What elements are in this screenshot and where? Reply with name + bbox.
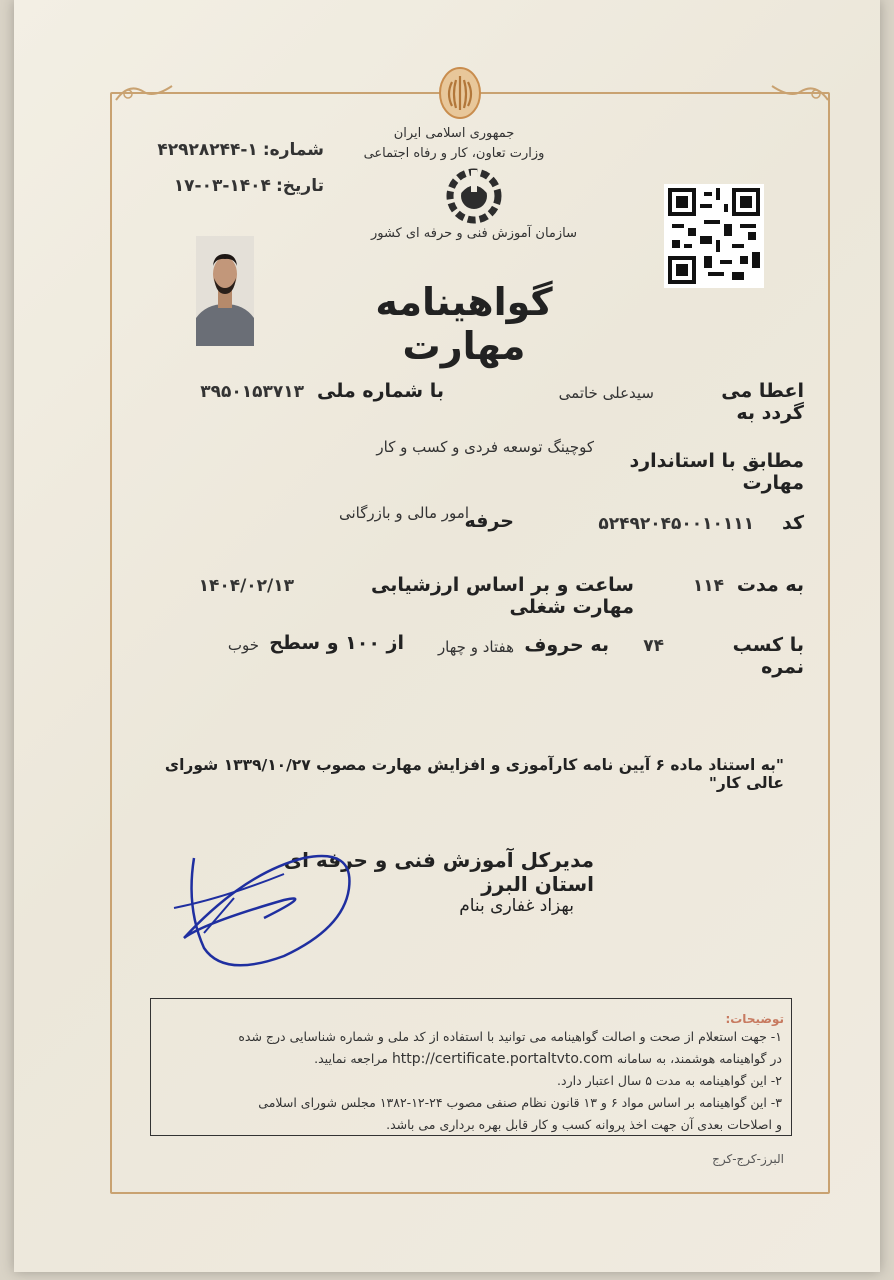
holder-photo [196, 236, 254, 346]
standard-value: کوچینگ توسعه فردی و کسب و کار [376, 438, 594, 456]
letters-value: هفتاد و چهار [437, 638, 514, 656]
certificate-date [154, 176, 324, 196]
footer-location-code: البرز-کرج-کرج [712, 1152, 784, 1166]
iran-emblem-icon [438, 66, 482, 120]
date-value: ۱۴۰۴-۰۳-۱۷ [173, 176, 271, 196]
level-value: خوب [227, 636, 259, 654]
certificate-title: گواهینامه مهارت [375, 280, 553, 368]
code-value: ۵۲۴۹۲۰۴۵۰۰۱۰۱۱۱ [598, 514, 754, 534]
holder-name: سیدعلی خاتمی [558, 384, 654, 402]
note-line-1: ۱- جهت استعلام از صحت و اصالت گواهینامه می توانید با استفاده از کد ملی و شماره شناسایی درج شده [238, 1029, 782, 1044]
number-label: شماره: [262, 140, 324, 160]
notes-heading: توضیحات: [725, 1012, 784, 1026]
date-label: تاریخ: [276, 176, 324, 196]
awarded-label: اعطا می گردد به [721, 380, 804, 424]
assessment-date: ۱۴۰۴/۰۲/۱۳ [198, 576, 294, 596]
score-value: ۷۴ [643, 636, 664, 656]
regulation-text: "به استناد ماده ۶ آیین نامه کارآموزی و افزایش مهارت مصوب ۱۳۳۹/۱۰/۲۷ شورای عالی کار" [164, 756, 784, 792]
certificate-url-link[interactable]: http://certificate.portaltvto.com [391, 1051, 614, 1067]
qr-code [664, 184, 764, 288]
note-line-2b: مراجعه نمایید. [314, 1051, 388, 1066]
level-label: از ۱۰۰ و سطح [269, 632, 404, 654]
number-value: ۱-۴۲۹۲۸۲۴۴ [157, 140, 258, 160]
score-label: با کسب نمره [732, 634, 804, 678]
profession-value: امور مالی و بازرگانی [338, 504, 469, 522]
profession-label: حرفه [464, 510, 514, 532]
corner-ornament-icon [770, 80, 830, 104]
duration-value: ۱۱۴ [692, 576, 724, 596]
national-id-label: با شماره ملی [317, 380, 444, 402]
note-line-3: ۲- این گواهینامه به مدت ۵ سال اعتبار دارد. [557, 1073, 782, 1088]
signatory-name: بهزاد غفاری بنام [459, 896, 574, 916]
corner-ornament-icon [114, 80, 174, 104]
organization-label: سازمان آموزش فنی و حرفه ای کشور [370, 226, 578, 241]
duration-label: به مدت [736, 574, 804, 596]
assessment-label: ساعت و بر اساس ارزشیابی مهارت شغلی [370, 574, 634, 618]
signature-scribble-icon [164, 838, 364, 978]
certificate-paper [14, 0, 880, 1272]
republic-label: جمهوری اسلامی ایران [393, 126, 515, 141]
letters-label: به حروف [524, 634, 609, 656]
notes-content [54, 1026, 782, 1136]
ministry-label: وزارت تعاون، کار و رفاه اجتماعی [363, 146, 545, 161]
note-line-5: و اصلاحات بعدی آن جهت اخذ پروانه کسب و کار قابل بهره برداری می باشد. [386, 1117, 782, 1132]
tvto-logo-icon [442, 164, 506, 224]
certificate-number [154, 140, 324, 160]
national-id-value: ۳۹۵۰۱۵۳۷۱۳ [200, 382, 304, 402]
note-line-4: ۳- این گواهینامه بر اساس مواد ۶ و ۱۳ قانون نظام صنفی مصوب ۲۴-۱۲-۱۳۸۲ مجلس شورای اسلامی [258, 1095, 782, 1110]
note-line-2a: در گواهینامه هوشمند، به سامانه [617, 1051, 782, 1066]
note-line-2 [54, 1048, 782, 1070]
code-label: کد [781, 512, 804, 534]
standard-label: مطابق با استاندارد مهارت [629, 450, 804, 494]
signatory-title: مدیرکل آموزش فنی و حرفه ای استان البرز [283, 848, 594, 896]
